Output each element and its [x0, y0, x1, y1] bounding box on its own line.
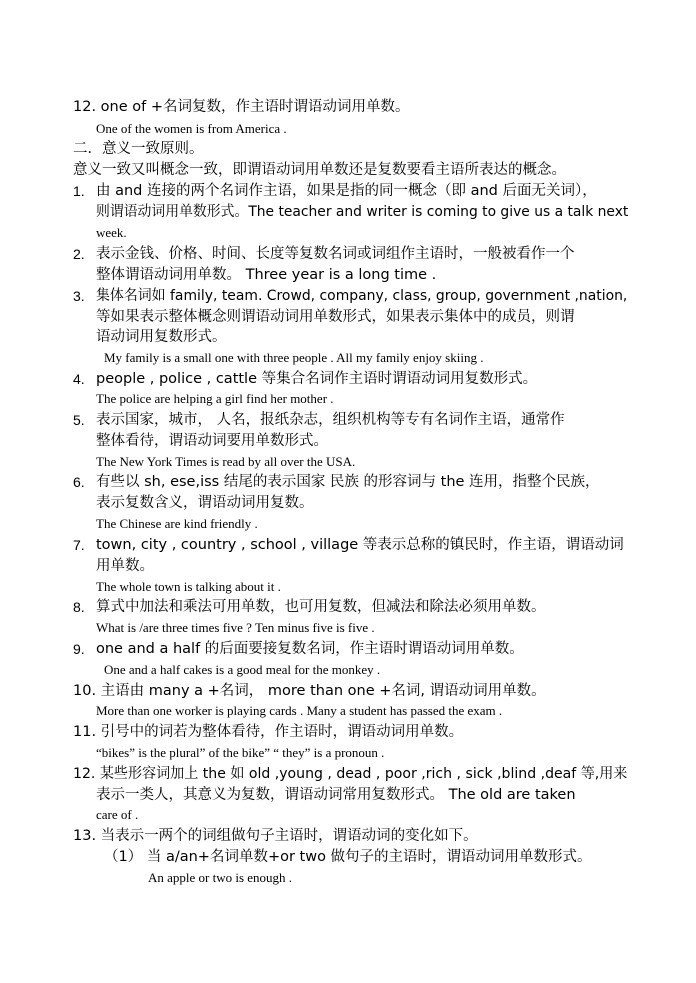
rule-12-example: One of the women is from America . — [96, 121, 287, 136]
rule-12-heading: 12. one of +名词复数，作主语时谓语动词用单数。 — [73, 99, 410, 115]
item-1-line: 则谓语动词用单数形式。The teacher and writer is coming to give us a talk next — [96, 204, 629, 220]
item-number: 6. — [73, 474, 85, 490]
item-3-line: 等如果表示整体概念则谓语动词用单数形式，如果表示集体中的成员，则谓 — [96, 309, 575, 325]
item-7-line: town, city , country , school , village 等表示总称的镇民时，作主语，谓语动词 — [96, 537, 624, 553]
item-11-example: “bikes” is the plural” of the bike” “ they” is a pronoun . — [96, 745, 385, 760]
item-10-line: 10. 主语由 many a +名词， more than one +名词, 谓语动词用单数。 — [73, 683, 546, 699]
item-number: 8. — [73, 599, 85, 615]
item-5-line: 表示国家，城市， 人名，报纸杂志，组织机构等专有名词作主语，通常作 — [96, 412, 565, 428]
item-7-line: 用单数。 — [96, 558, 154, 574]
item-number: 3. — [73, 288, 85, 304]
section-2-intro: 意义一致又叫概念一致，即谓语动词用单数还是复数要看主语所表达的概念。 — [73, 162, 566, 178]
item-number: 4. — [73, 371, 85, 387]
item-2-line: 表示金钱、价格、时间、长度等复数名词或词组作主语时，一般被看作一个 — [96, 246, 575, 262]
item-3-line: 语动词用复数形式。 — [96, 329, 227, 345]
item-number: 1. — [73, 183, 85, 199]
item-7-example: The whole town is talking about it . — [96, 579, 281, 594]
section-2-title: 二．意义一致原则。 — [73, 141, 204, 157]
item-13-line: 13. 当表示一两个的词组做句子主语时，谓语动词的变化如下。 — [73, 828, 478, 844]
item-9-example: One and a half cakes is a good meal for the monkey . — [104, 662, 381, 677]
item-12-line: 12. 某些形容词加上 the 如 old ,young , dead , poor ,rich , sick ,blind ,deaf 等,用来 — [73, 766, 628, 782]
item-4-line: people , police , cattle 等集合名词作主语时谓语动词用复数形式。 — [96, 371, 538, 387]
item-13-example: An apple or two is enough . — [148, 870, 293, 885]
item-6-line: 表示复数含义，谓语动词用复数。 — [96, 495, 314, 511]
item-8-example: What is /are three times five ? Ten minus five is five . — [96, 620, 375, 635]
item-11-line: 11. 引号中的词若为整体看待，作主语时，谓语动词用单数。 — [73, 724, 464, 740]
item-3-example: My family is a small one with three people . All my family enjoy skiing . — [104, 350, 484, 365]
item-3-line: 集体名词如 family, team. Crowd, company, class, group, government ,nation, — [96, 288, 628, 304]
item-12-line: 表示一类人，其意义为复数，谓语动词常用复数形式。 The old are taken — [96, 787, 576, 803]
item-5-example: The New York Times is read by all over the USA. — [96, 454, 356, 469]
item-number: 2. — [73, 246, 85, 262]
item-6-line: 有些以 sh, ese,iss 结尾的表示国家 民族 的形容词与 the 连用，指整个民族， — [96, 474, 600, 490]
item-1-line: 由 and 连接的两个名词作主语，如果是指的同一概念（即 and 后面无关词）， — [96, 183, 597, 199]
item-13-sub-1: （1） 当 a/an+名词单数+or two 做句子的主语时，谓语动词用单数形式。 — [104, 849, 592, 865]
item-8-line: 算式中加法和乘法可用单数，也可用复数，但减法和除法必须用单数。 — [96, 599, 546, 615]
item-number: 5. — [73, 412, 85, 428]
item-12-line: care of . — [96, 807, 139, 822]
item-9-line: one and a half 的后面要接复数名词，作主语时谓语动词用单数。 — [96, 641, 524, 657]
item-10-example: More than one worker is playing cards . Many a student has passed the exam . — [96, 703, 503, 718]
item-1-line: week. — [96, 225, 127, 240]
item-4-example: The police are helping a girl find her mother . — [96, 391, 334, 406]
item-6-example: The Chinese are kind friendly . — [96, 516, 258, 531]
item-number: 9. — [73, 641, 85, 657]
item-5-line: 整体看待，谓语动词要用单数形式。 — [96, 433, 328, 449]
item-number: 7. — [73, 537, 85, 553]
item-2-line: 整体谓语动词用单数。 Three year is a long time . — [96, 267, 437, 283]
